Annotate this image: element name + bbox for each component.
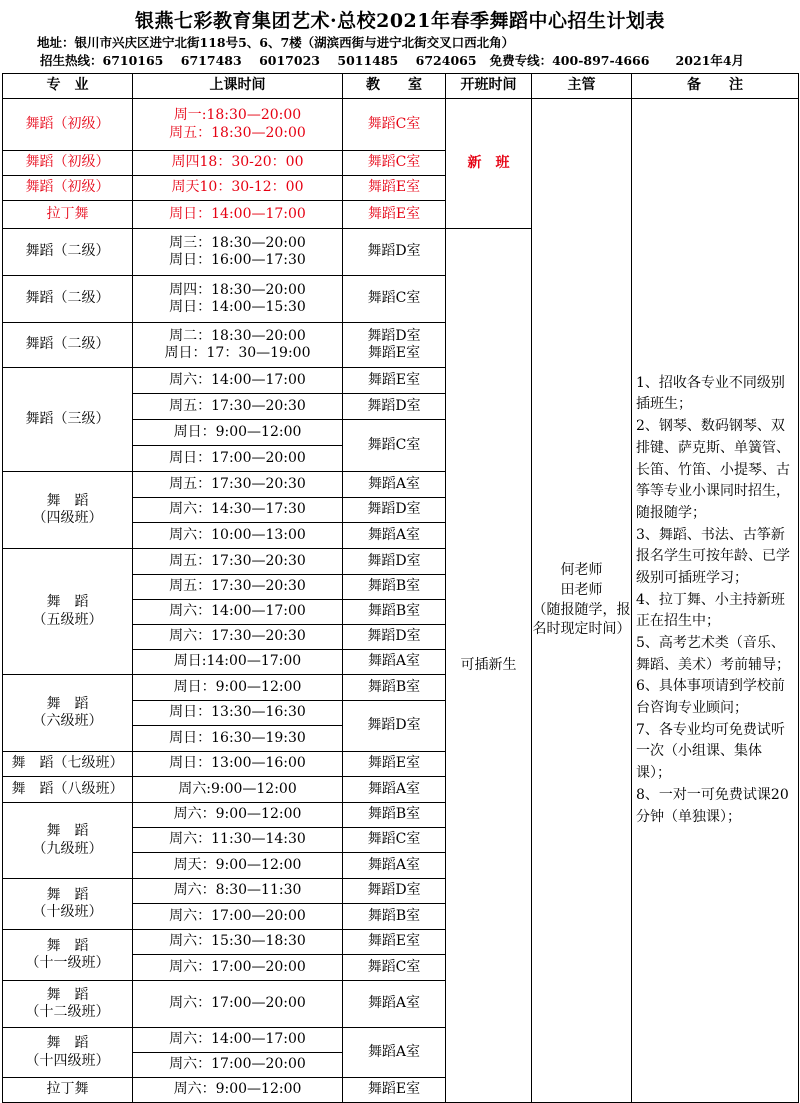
room-cell: 舞蹈A室 bbox=[343, 523, 446, 549]
header-room: 教 室 bbox=[343, 74, 446, 99]
header-opening: 开班时间 bbox=[446, 74, 532, 99]
room-cell: 舞蹈E室 bbox=[343, 176, 446, 201]
room-cell: 舞蹈B室 bbox=[343, 803, 446, 828]
time-cell: 周日：9:00—12:00 bbox=[133, 675, 343, 701]
time-cell: 周六：14:00—17:00 bbox=[133, 1028, 343, 1053]
room-cell: 舞蹈E室 bbox=[343, 201, 446, 229]
header-remarks: 备 注 bbox=[632, 74, 799, 99]
time-cell: 周天：9:00—12:00 bbox=[133, 853, 343, 879]
time-cell: 周六：11:30—14:30 bbox=[133, 828, 343, 853]
room-cell: 舞蹈D室 bbox=[343, 701, 446, 752]
room-cell: 舞蹈D室 bbox=[343, 879, 446, 904]
time-cell: 周六：14:30—17:30 bbox=[133, 498, 343, 523]
table-header-row bbox=[3, 74, 799, 99]
room-cell: 舞蹈E室 bbox=[343, 368, 446, 394]
major-cell: 舞 蹈 （四级班） bbox=[3, 472, 133, 549]
room-cell: 舞蹈D室 bbox=[343, 625, 446, 650]
time-cell: 周日：9:00—12:00 bbox=[133, 420, 343, 446]
hotline-line: 招生热线：6710165 6717483 6017023 5011485 6724065 免费专线：400-897-4666 2021年4月 bbox=[40, 53, 745, 68]
room-cell: 舞蹈C室 bbox=[343, 276, 446, 323]
time-cell: 周六:9:00—12:00 bbox=[133, 777, 343, 803]
major-cell: 拉丁舞 bbox=[3, 201, 133, 229]
time-cell: 周六：14:00—17:00 bbox=[133, 368, 343, 394]
room-cell: 舞蹈B室 bbox=[343, 904, 446, 930]
major-cell: 舞蹈（二级） bbox=[3, 229, 133, 276]
page-title: 银燕七彩教育集团艺术·总校2021年春季舞蹈中心招生计划表 bbox=[135, 10, 665, 32]
time-cell: 周四18：30-20：00 bbox=[133, 151, 343, 176]
major-cell: 舞 蹈 （九级班） bbox=[3, 803, 133, 879]
time-cell: 周六：8:30—11:30 bbox=[133, 879, 343, 904]
time-cell: 周六：10:00—13:00 bbox=[133, 523, 343, 549]
major-cell: 舞 蹈（八级班） bbox=[3, 777, 133, 803]
time-cell: 周天10：30-12：00 bbox=[133, 176, 343, 201]
room-cell: 舞蹈C室 bbox=[343, 420, 446, 472]
room-cell: 舞蹈C室 bbox=[343, 99, 446, 151]
time-cell: 周六：17:00—20:00 bbox=[133, 904, 343, 930]
header-major: 专 业 bbox=[3, 74, 133, 99]
time-cell: 周日：17:00—20:00 bbox=[133, 446, 343, 472]
time-cell: 周五：17:30—20:30 bbox=[133, 472, 343, 498]
room-cell: 舞蹈D室 舞蹈E室 bbox=[343, 323, 446, 368]
major-cell: 舞蹈（初级） bbox=[3, 99, 133, 151]
major-cell: 拉丁舞 bbox=[3, 1078, 133, 1103]
opening-insert-cell: 可插新生 bbox=[446, 229, 532, 1103]
time-cell: 周五：17:30—20:30 bbox=[133, 575, 343, 600]
time-cell: 周日：16:30—19:30 bbox=[133, 726, 343, 752]
time-cell: 周日：13:30—16:30 bbox=[133, 701, 343, 726]
room-cell: 舞蹈B室 bbox=[343, 600, 446, 625]
major-cell: 舞 蹈 （五级班） bbox=[3, 549, 133, 675]
major-cell: 舞 蹈 （十一级班） bbox=[3, 930, 133, 981]
room-cell: 舞蹈B室 bbox=[343, 675, 446, 701]
room-cell: 舞蹈A室 bbox=[343, 853, 446, 879]
room-cell: 舞蹈D室 bbox=[343, 498, 446, 523]
room-cell: 舞蹈E室 bbox=[343, 930, 446, 955]
room-cell: 舞蹈B室 bbox=[343, 575, 446, 600]
room-cell: 舞蹈A室 bbox=[343, 1028, 446, 1078]
time-cell: 周日:14:00—17:00 bbox=[133, 650, 343, 675]
remarks-cell: 1、招收各专业不同级别插班生； 2、钢琴、数码钢琴、双排键、萨克斯、单簧管、长笛、竹笛、小提琴、古筝等专业小课同时招生，随报随学； 3、舞蹈、书法、古筝新报名学生可按年龄、已学级别可插班学习； 4、拉丁舞、小主持新班正在招生中； 5、高考艺术类（音乐、舞蹈、美术）考前辅导； 6、具体事项请到学校前台咨询专业顾问； 7、各专业均可免费试听一次（小组课、集体课）； 8、一对一可免费试课20分钟（单独课）； bbox=[632, 99, 799, 1103]
major-cell: 舞 蹈 （十四级班） bbox=[3, 1028, 133, 1078]
time-cell: 周六：14:00—17:00 bbox=[133, 600, 343, 625]
time-cell: 周六：15:30—18:30 bbox=[133, 930, 343, 955]
time-cell: 周五：17:30—20:30 bbox=[133, 394, 343, 420]
time-cell: 周日：14:00—17:00 bbox=[133, 201, 343, 229]
time-cell: 周三：18:30—20:00 周日：16:00—17:30 bbox=[133, 229, 343, 276]
header-supervisor: 主管 bbox=[532, 74, 632, 99]
major-cell: 舞蹈（二级） bbox=[3, 276, 133, 323]
header-time: 上课时间 bbox=[133, 74, 343, 99]
schedule-table bbox=[2, 73, 799, 1103]
major-cell: 舞蹈（三级） bbox=[3, 368, 133, 472]
time-cell: 周二：18:30—20:00 周日：17：30—19:00 bbox=[133, 323, 343, 368]
time-cell: 周六：17:00—20:00 bbox=[133, 981, 343, 1028]
room-cell: 舞蹈A室 bbox=[343, 981, 446, 1028]
room-cell: 舞蹈A室 bbox=[343, 777, 446, 803]
time-cell: 周五：17:30—20:30 bbox=[133, 549, 343, 575]
time-cell: 周四：18:30—20:00 周日：14:00—15:30 bbox=[133, 276, 343, 323]
room-cell: 舞蹈C室 bbox=[343, 151, 446, 176]
room-cell: 舞蹈E室 bbox=[343, 752, 446, 777]
opening-new-cell: 新 班 bbox=[446, 99, 532, 229]
major-cell: 舞 蹈（七级班） bbox=[3, 752, 133, 777]
time-cell: 周六：9:00—12:00 bbox=[133, 803, 343, 828]
room-cell: 舞蹈D室 bbox=[343, 229, 446, 276]
room-cell: 舞蹈A室 bbox=[343, 472, 446, 498]
major-cell: 舞 蹈 （十级班） bbox=[3, 879, 133, 930]
address-line: 地址：银川市兴庆区进宁北街118号5、6、7楼（湖滨西街与进宁北街交叉口西北角） bbox=[37, 35, 515, 50]
time-cell: 周六：17:30—20:30 bbox=[133, 625, 343, 650]
room-cell: 舞蹈E室 bbox=[343, 1078, 446, 1103]
time-cell: 周六：9:00—12:00 bbox=[133, 1078, 343, 1103]
room-cell: 舞蹈D室 bbox=[343, 549, 446, 575]
major-cell: 舞蹈（初级） bbox=[3, 176, 133, 201]
room-cell: 舞蹈C室 bbox=[343, 828, 446, 853]
room-cell: 舞蹈A室 bbox=[343, 650, 446, 675]
table-row bbox=[3, 99, 799, 151]
major-cell: 舞 蹈 （六级班） bbox=[3, 675, 133, 752]
major-cell: 舞 蹈 （十二级班） bbox=[3, 981, 133, 1028]
time-cell: 周日：13:00—16:00 bbox=[133, 752, 343, 777]
major-cell: 舞蹈（初级） bbox=[3, 151, 133, 176]
room-cell: 舞蹈D室 bbox=[343, 394, 446, 420]
time-cell: 周六：17:00—20:00 bbox=[133, 1053, 343, 1078]
room-cell: 舞蹈C室 bbox=[343, 955, 446, 981]
supervisor-cell: 何老师 田老师 （随报随学，报名时现定时间） bbox=[532, 99, 632, 1103]
major-cell: 舞蹈（二级） bbox=[3, 323, 133, 368]
time-cell: 周一:18:30—20:00 周五：18:30—20:00 bbox=[133, 99, 343, 151]
time-cell: 周六：17:00—20:00 bbox=[133, 955, 343, 981]
